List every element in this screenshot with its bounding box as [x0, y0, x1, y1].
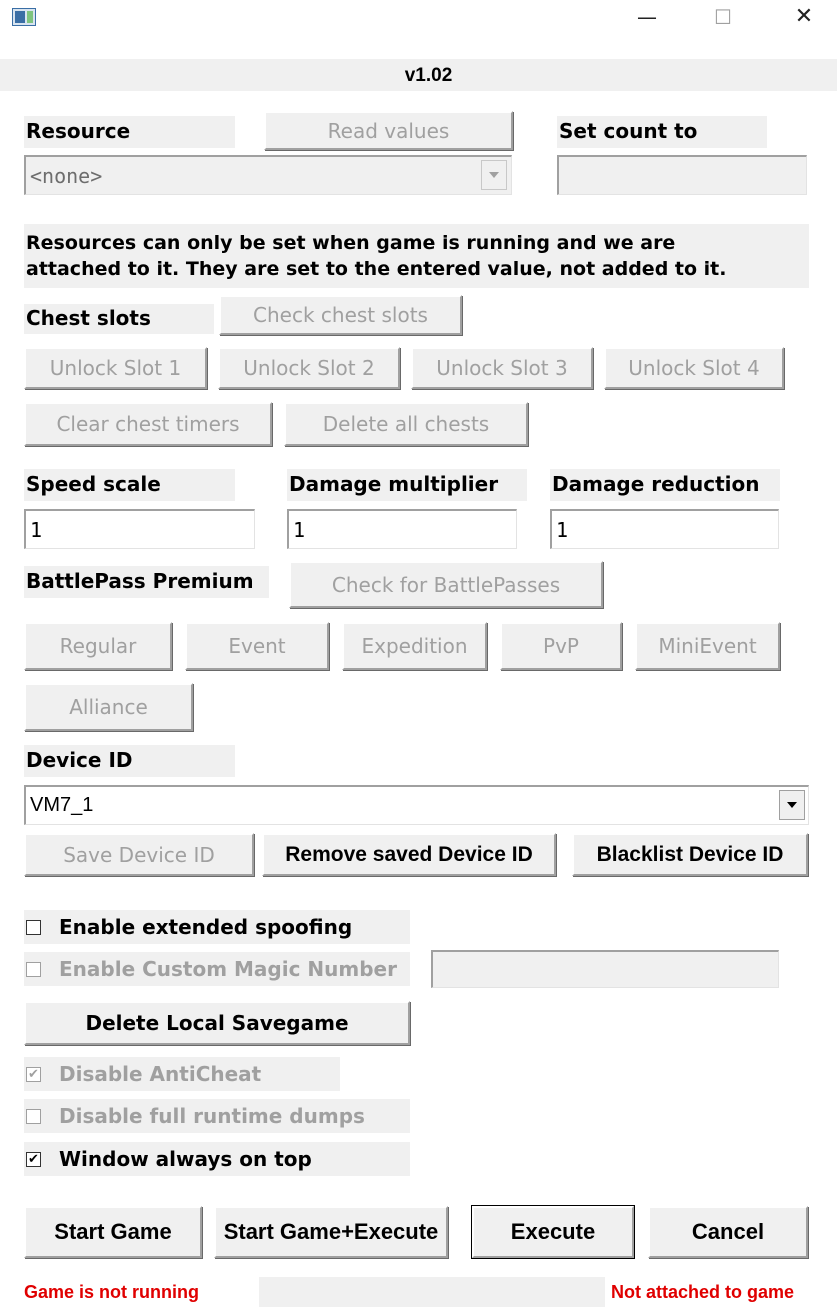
extended-spoofing-row[interactable]: [24, 910, 410, 944]
disable-anticheat-row: [24, 1057, 340, 1091]
device-id-dropdown-arrow-icon[interactable]: [779, 790, 805, 820]
disable-dumps-row: [24, 1099, 410, 1133]
battlepass-label: BattlePass Premium: [26, 569, 254, 593]
unlock-slot-1-button[interactable]: Unlock Slot 1: [24, 347, 207, 389]
title-bar: [0, 0, 837, 34]
game-status-text: Game is not running: [24, 1282, 200, 1302]
check-battlepasses-button[interactable]: Check for BattlePasses: [289, 561, 603, 608]
battlepass-regular-button[interactable]: Regular: [24, 622, 172, 670]
execute-button[interactable]: Execute: [472, 1206, 634, 1258]
damage-multiplier-label: Damage multiplier: [289, 472, 499, 496]
unlock-slot-4-button[interactable]: Unlock Slot 4: [604, 347, 784, 389]
resource-label: Resource: [26, 119, 131, 143]
speed-scale-input[interactable]: 1: [24, 509, 255, 549]
minimize-icon[interactable]: —: [637, 5, 657, 29]
device-id-combobox[interactable]: [24, 785, 809, 825]
battlepass-expedition-button[interactable]: Expedition: [342, 622, 487, 670]
disable-dumps-label: Disable full runtime dumps: [59, 1104, 365, 1128]
check-chest-slots-button[interactable]: Check chest slots: [219, 295, 462, 335]
resource-info-line-2: attached to it. They are set to the entered value, not added to it.: [26, 258, 727, 280]
device-id-label: Device ID: [26, 748, 133, 772]
speed-scale-label: Speed scale: [26, 472, 161, 496]
chest-slots-label: Chest slots: [26, 306, 151, 330]
read-values-button[interactable]: Read values: [264, 111, 513, 150]
battlepass-minievent-button[interactable]: MiniEvent: [635, 622, 780, 670]
disable-dumps-checkbox[interactable]: [26, 1109, 41, 1124]
resource-info-line-1: Resources can only be set when game is running and we are: [26, 232, 676, 254]
custom-magic-checkbox[interactable]: [26, 962, 41, 977]
custom-magic-input[interactable]: [431, 950, 779, 988]
set-count-label: Set count to: [559, 119, 698, 143]
start-game-execute-button[interactable]: Start Game+Execute: [214, 1206, 448, 1258]
resource-dropdown[interactable]: [24, 155, 512, 195]
always-on-top-label: Window always on top: [59, 1147, 312, 1171]
unlock-slot-2-button[interactable]: Unlock Slot 2: [218, 347, 400, 389]
start-game-button[interactable]: Start Game: [24, 1206, 202, 1258]
version-bar: [0, 59, 837, 91]
damage-reduction-input[interactable]: 1: [550, 509, 779, 549]
delete-all-chests-button[interactable]: Delete all chests: [284, 402, 528, 446]
cancel-button[interactable]: Cancel: [648, 1206, 808, 1258]
clear-chest-timers-button[interactable]: Clear chest timers: [24, 402, 272, 446]
device-id-value: VM7_1: [30, 794, 94, 816]
always-on-top-row[interactable]: [24, 1142, 410, 1176]
unlock-slot-3-button[interactable]: Unlock Slot 3: [411, 347, 593, 389]
set-count-input[interactable]: [557, 155, 807, 195]
extended-spoofing-label: Enable extended spoofing: [59, 915, 353, 939]
remove-saved-device-id-button[interactable]: Remove saved Device ID: [262, 833, 556, 876]
damage-reduction-label: Damage reduction: [552, 472, 760, 496]
battlepass-event-button[interactable]: Event: [185, 622, 329, 670]
always-on-top-checkbox[interactable]: ✔: [26, 1152, 41, 1167]
maximize-icon[interactable]: ☐: [714, 5, 732, 29]
battlepass-alliance-button[interactable]: Alliance: [24, 683, 193, 731]
attach-status-text: Not attached to game: [611, 1282, 795, 1302]
blacklist-device-id-button[interactable]: Blacklist Device ID: [572, 833, 808, 876]
delete-local-savegame-button[interactable]: Delete Local Savegame: [24, 1001, 410, 1045]
disable-anticheat-label: Disable AntiCheat: [59, 1062, 262, 1086]
custom-magic-row: [24, 952, 410, 986]
close-icon[interactable]: ✕: [794, 4, 814, 29]
save-device-id-button[interactable]: Save Device ID: [24, 833, 254, 876]
resource-dropdown-arrow-icon[interactable]: [481, 160, 507, 190]
battlepass-pvp-button[interactable]: PvP: [500, 622, 622, 670]
app-icon: [12, 8, 36, 26]
version-label: v1.02: [404, 64, 453, 86]
resource-info-box: [24, 224, 809, 288]
damage-multiplier-input[interactable]: 1: [287, 509, 517, 549]
disable-anticheat-checkbox[interactable]: ✔: [26, 1067, 41, 1082]
resource-dropdown-value: <none>: [30, 163, 103, 188]
status-middle-panel: [259, 1277, 605, 1307]
extended-spoofing-checkbox[interactable]: [26, 920, 41, 935]
custom-magic-label: Enable Custom Magic Number: [59, 957, 397, 981]
